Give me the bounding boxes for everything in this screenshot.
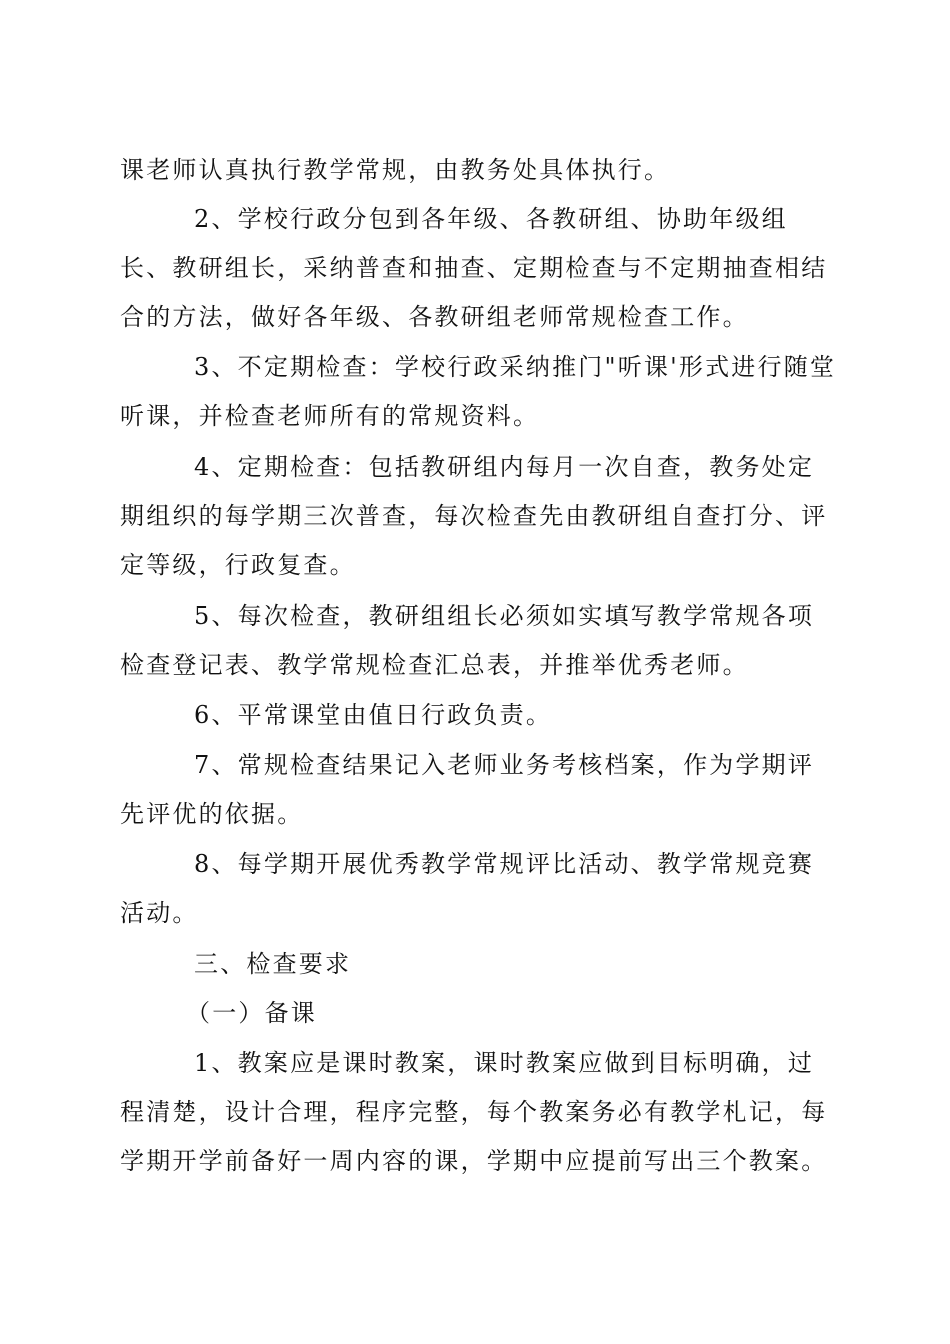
paragraph-item-3: 3、不定期检查：学校行政采纳推门"听课'形式进行随堂听课，并检查老师所有的常规资料。: [120, 353, 837, 430]
paragraph-continuation: 课老师认真执行教学常规，由教务处具体执行。: [120, 156, 671, 184]
paragraph-item-4: 4、定期检查：包括教研组内每月一次自查，教务处定期组织的每学期三次普查，每次检查先由教研组自查打分、评定等级，行政复查。: [120, 453, 828, 579]
paragraph-item-8: 8、每学期开展优秀教学常规评比活动、教学常规竞赛活动。: [120, 850, 815, 927]
section-heading: 三、检查要求: [194, 950, 352, 978]
subsection-heading: （一）备课: [186, 999, 317, 1027]
paragraph-lesson-plan: 1、教案应是课时教案，课时教案应做到目标明确，过程清楚，设计合理，程序完整，每个教案务必有教学札记，每学期开学前备好一周内容的课，学期中应提前写出三个教案。: [120, 1049, 828, 1175]
paragraph-item-7: 7、常规检查结果记入老师业务考核档案，作为学期评先评优的依据。: [120, 751, 815, 828]
paragraph-item-2: 2、学校行政分包到各年级、各教研组、协助年级组长、教研组长，采纳普查和抽查、定期检查与不定期抽查相结合的方法，做好各年级、各教研组老师常规检查工作。: [120, 205, 828, 331]
paragraph-item-5: 5、每次检查，教研组组长必须如实填写教学常规各项检查登记表、教学常规检查汇总表，并推举优秀老师。: [120, 602, 815, 679]
paragraph-item-6: 6、平常课堂由值日行政负责。: [194, 701, 553, 729]
